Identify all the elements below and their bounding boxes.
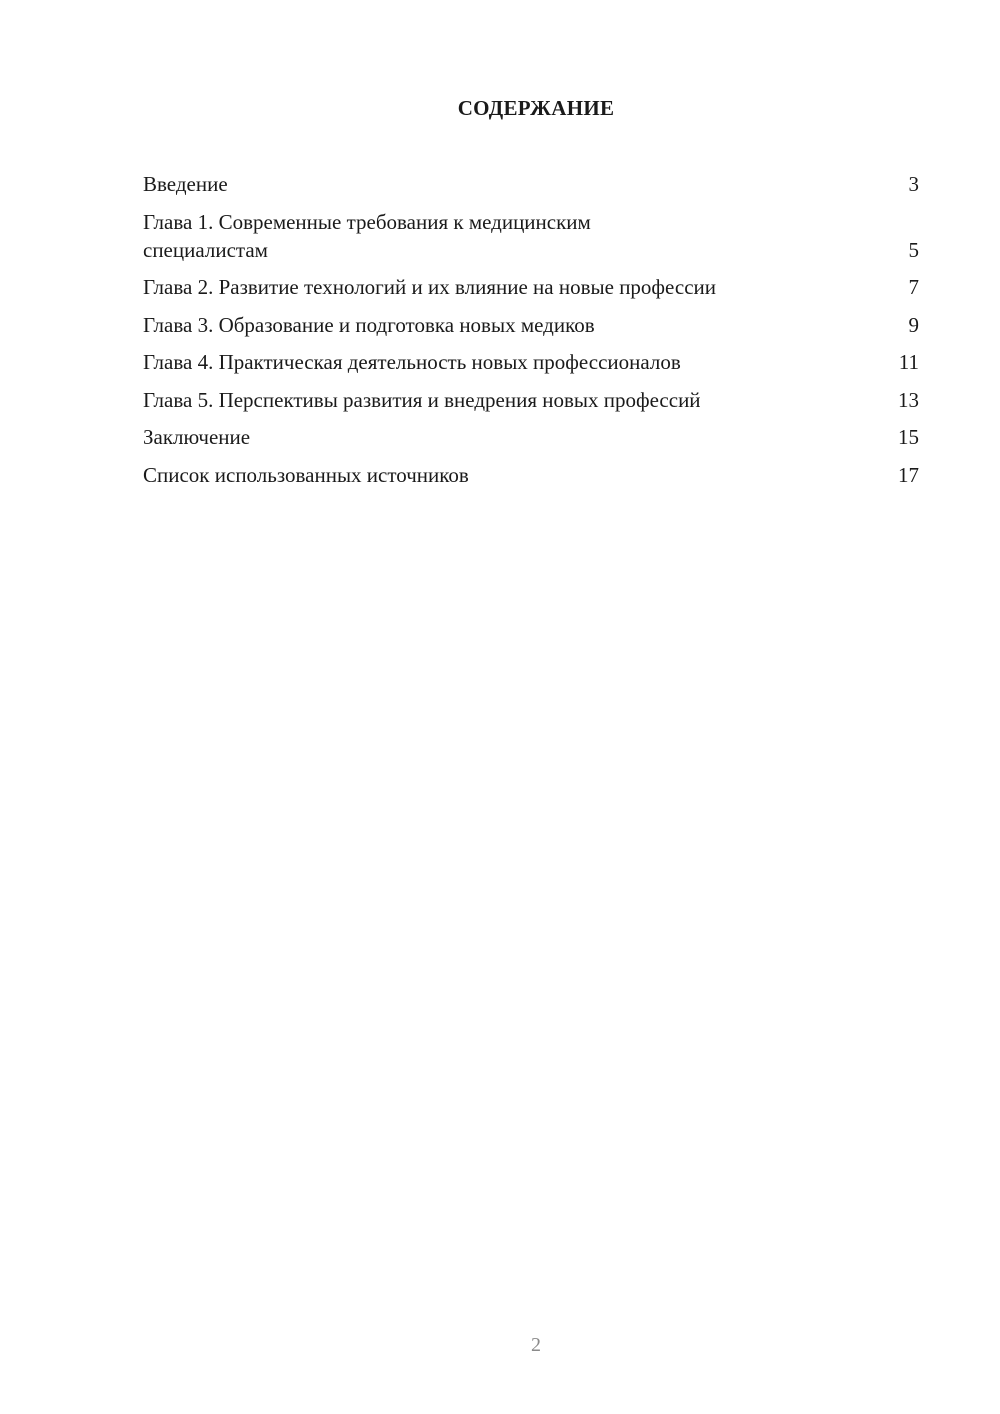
- toc-entry-page: 3: [908, 172, 919, 196]
- toc-entry-page: 9: [908, 312, 919, 337]
- toc-entry-title: Глава 3. Образование и подготовка новых медиков: [143, 312, 595, 337]
- toc-entry-page: 13: [898, 387, 919, 412]
- toc-heading: СОДЕРЖАНИЕ: [457, 96, 615, 120]
- toc-entry-title: Заключение: [143, 425, 251, 449]
- toc-entry-page: 5: [908, 237, 919, 262]
- toc-entry-title: Глава 2. Развитие технологий и их влияние на новые профессии: [143, 275, 716, 299]
- toc-entry-conclusion: [143, 423, 919, 451]
- toc-entry-title: Глава 4. Практическая деятельность новых профессионалов: [143, 350, 681, 374]
- toc-entry-title: Введение: [143, 172, 228, 196]
- toc-entry-references: [143, 461, 919, 489]
- toc-entry-title: Глава 5. Перспективы развития и внедрения новых профессий: [143, 387, 701, 412]
- toc-entry-chapter-2: [143, 273, 919, 301]
- toc-entry-page: 7: [908, 275, 919, 299]
- toc-entry-chapter-1: [143, 208, 919, 264]
- toc-entry-page: 15: [898, 425, 919, 449]
- page-number: 2: [531, 1334, 541, 1356]
- toc-entry-chapter-5: [143, 386, 919, 414]
- toc-entry-page: 17: [898, 462, 919, 487]
- toc-entry-page: 11: [898, 350, 919, 374]
- toc-entry-chapter-3: [143, 311, 919, 339]
- table-of-contents: [143, 170, 919, 498]
- toc-entry-chapter-4: [143, 348, 919, 376]
- toc-entry-introduction: [143, 170, 919, 198]
- toc-entry-title: Глава 1. Современные требования к медицинским специалистам: [143, 209, 591, 262]
- toc-entry-title: Список использованных источников: [143, 462, 469, 487]
